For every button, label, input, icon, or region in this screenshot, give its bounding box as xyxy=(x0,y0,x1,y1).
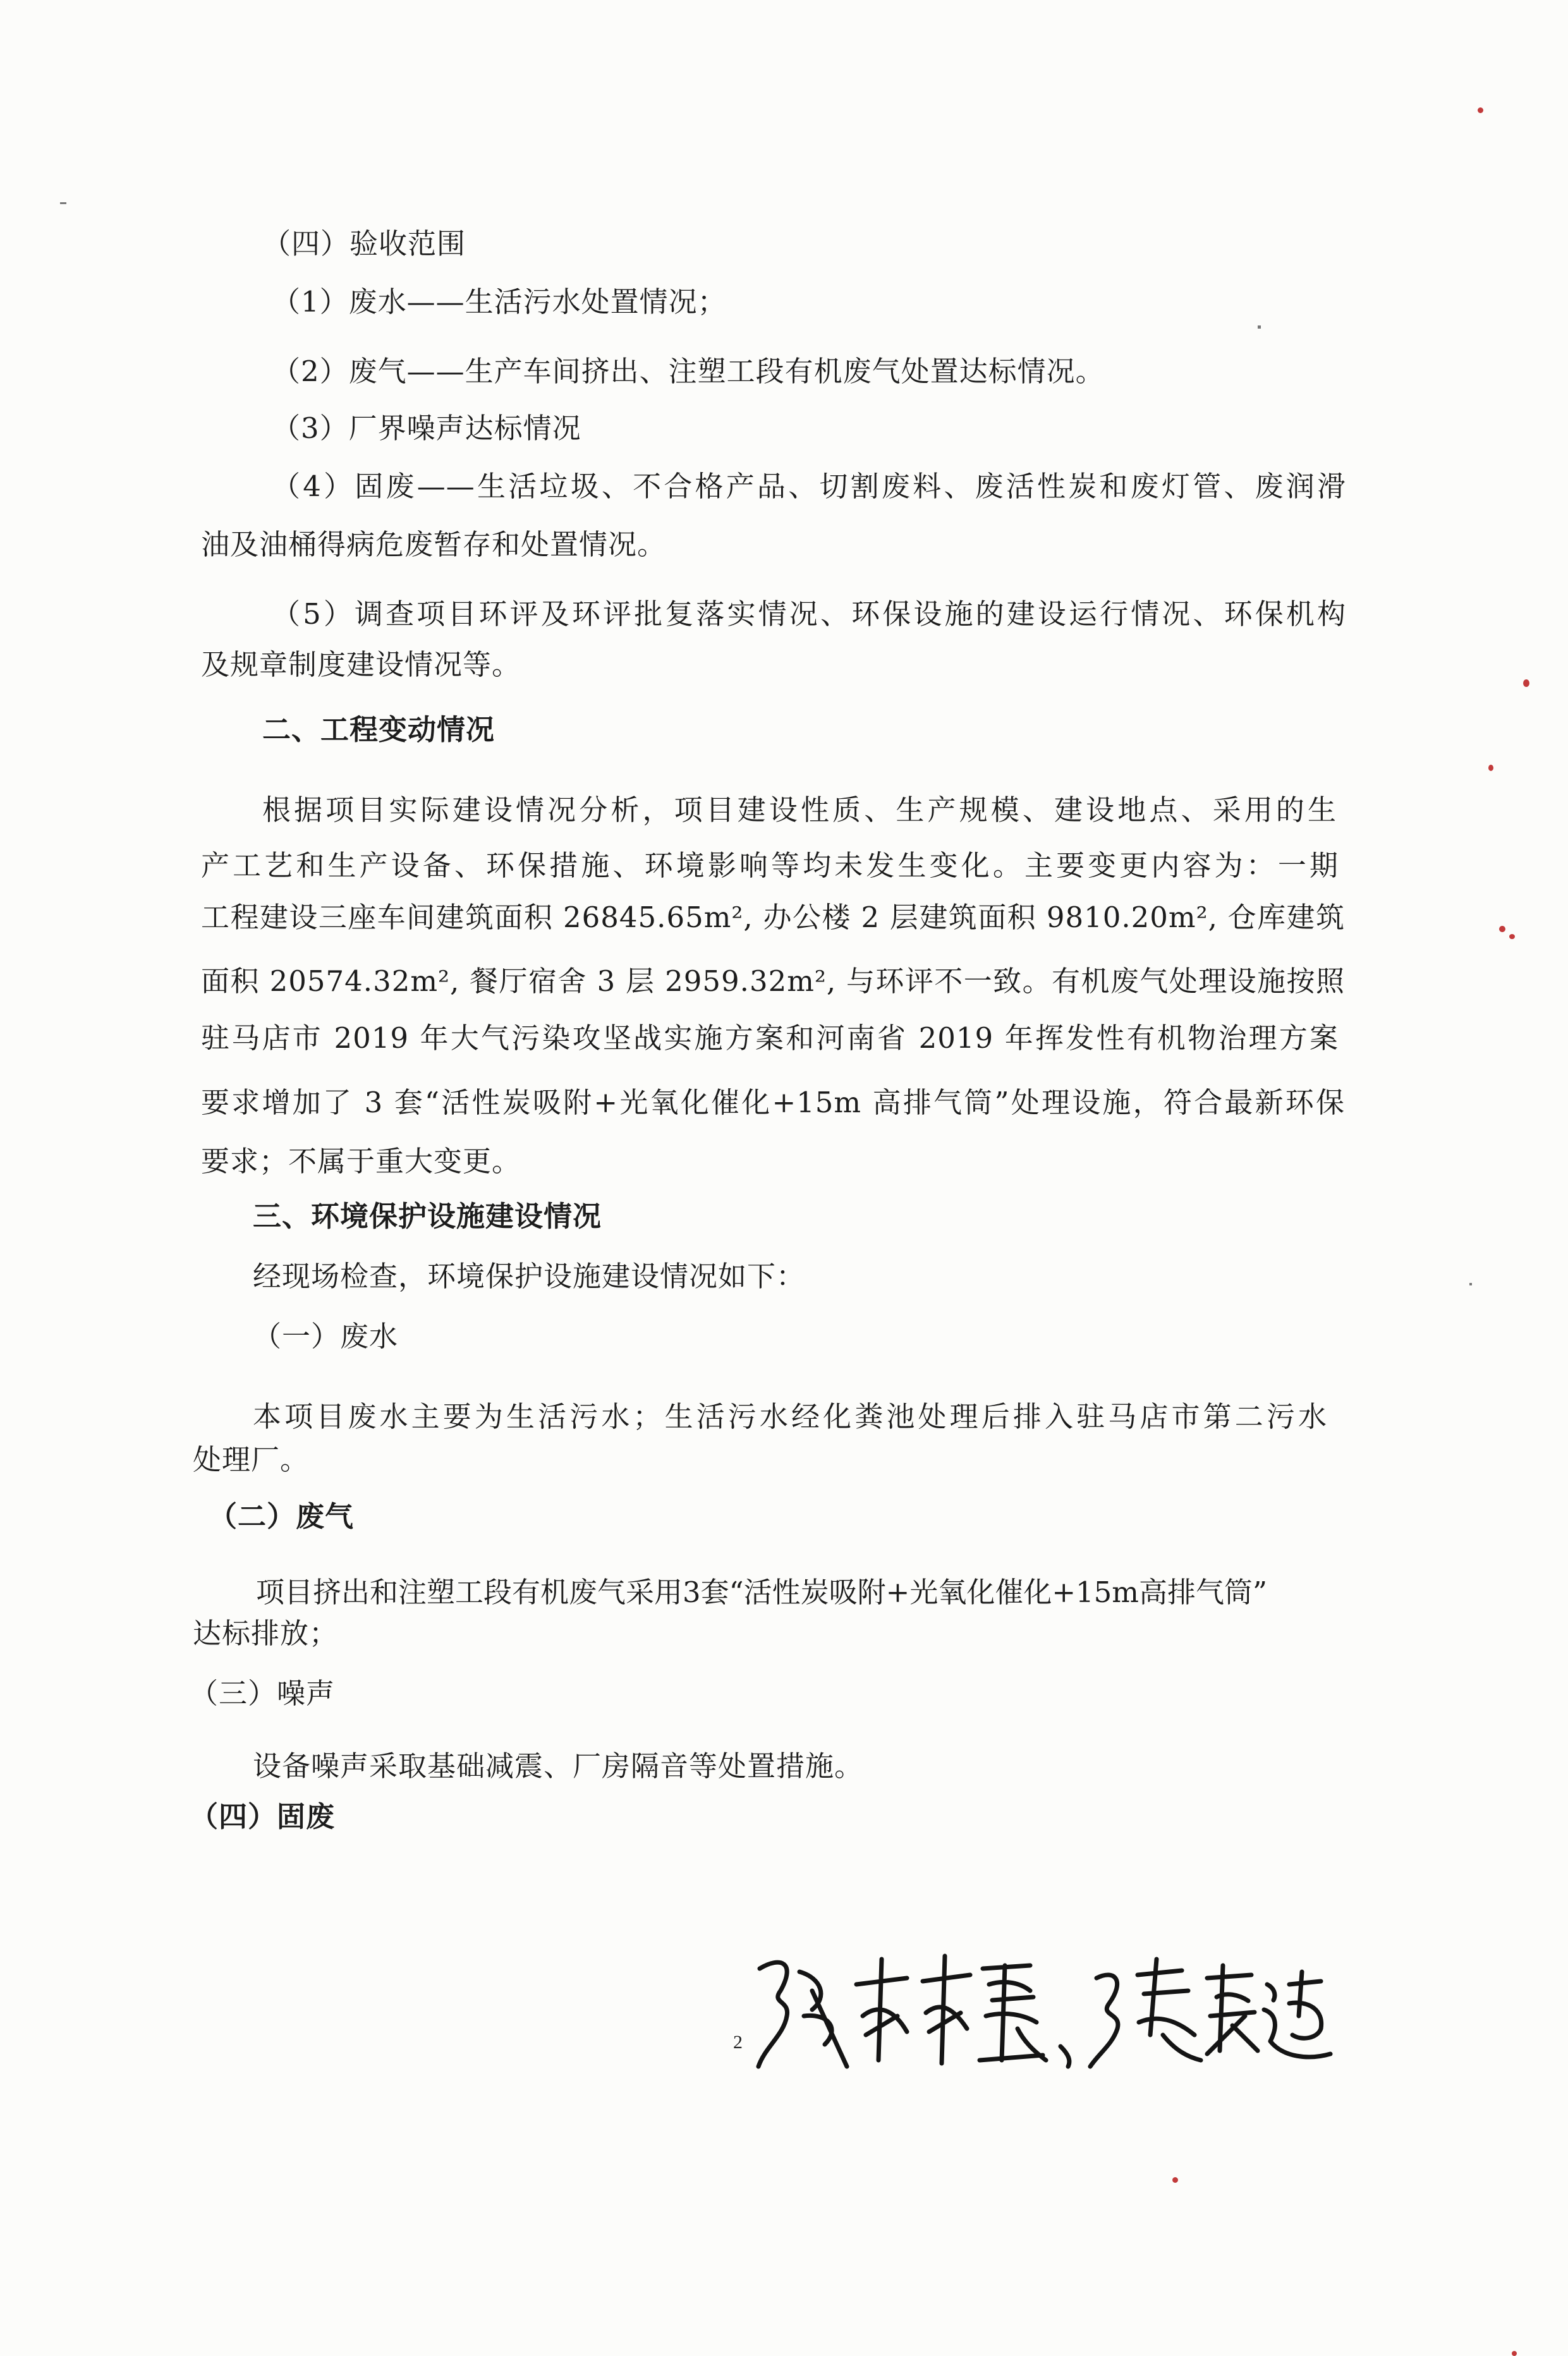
scope-item-3: （3）厂界噪声达标情况 xyxy=(272,411,581,445)
changes-para-line-6: 要求增加了 3 套“活性炭吸附+光氧化催化+15m 高排气筒”处理设施，符合最新环保 xyxy=(201,1086,1345,1119)
wastewater-para-line-1: 本项目废水主要为生活污水；生活污水经化粪池处理后排入驻马店市第二污水 xyxy=(253,1400,1327,1433)
changes-para-line-2: 产工艺和生产设备、环保措施、环境影响等均未发生变化。主要变更内容为：一期 xyxy=(201,849,1339,882)
red-stamp-speck xyxy=(1512,2351,1517,2356)
heading-environmental-facilities: 三、环境保护设施建设情况 xyxy=(253,1199,602,1233)
heading-wastewater: （一）废水 xyxy=(253,1320,399,1353)
red-stamp-speck xyxy=(1478,107,1483,113)
scan-dot xyxy=(60,202,66,204)
heading-acceptance-scope: （四）验收范围 xyxy=(262,227,466,260)
changes-para-line-4: 面积 20574.32m², 餐厅宿舍 3 层 2959.32m², 与环评不一致。有机废气处理设施按照 xyxy=(201,964,1345,998)
red-stamp-speck xyxy=(1509,934,1515,939)
red-stamp-speck xyxy=(1172,2177,1178,2183)
waste-gas-para-line-1: 项目挤出和注塑工段有机废气采用3套“活性炭吸附+光氧化催化+15m高排气筒” xyxy=(256,1576,1267,1609)
heading-solid-waste: （四）固废 xyxy=(190,1800,336,1833)
scope-item-5-line-1: （5）调查项目环评及环评批复落实情况、环保设施的建设运行情况、环保机构 xyxy=(272,597,1346,631)
scope-item-1: （1）废水——生活污水处置情况； xyxy=(272,285,727,319)
scan-dot xyxy=(1469,1283,1472,1285)
red-stamp-speck xyxy=(1523,679,1529,687)
scope-item-5-line-2: 及规章制度建设情况等。 xyxy=(201,648,521,681)
wastewater-para-line-2: 处理厂。 xyxy=(193,1443,310,1476)
scope-item-2: （2）废气——生产车间挤出、注塑工段有机废气处置达标情况。 xyxy=(272,355,1105,388)
heading-noise: （三）噪声 xyxy=(190,1677,336,1710)
red-stamp-speck xyxy=(1488,765,1493,771)
handwritten-signature xyxy=(752,1940,1346,2092)
waste-gas-para-line-2: 达标排放； xyxy=(193,1617,339,1650)
scope-item-4-line-2: 油及油桶得病危废暂存和处置情况。 xyxy=(201,528,667,561)
page-number: 2 xyxy=(733,2032,743,2053)
scan-dot xyxy=(1258,325,1261,329)
changes-para-line-5: 驻马店市 2019 年大气污染攻坚战实施方案和河南省 2019 年挥发性有机物治理方案 xyxy=(201,1021,1339,1055)
heading-waste-gas: （二）废气 xyxy=(209,1500,355,1533)
changes-para-line-1: 根据项目实际建设情况分析，项目建设性质、生产规模、建设地点、采用的生 xyxy=(262,793,1337,827)
changes-para-line-7: 要求；不属于重大变更。 xyxy=(201,1145,521,1178)
changes-para-line-3: 工程建设三座车间建筑面积 26845.65m², 办公楼 2 层建筑面积 9810.20m², 仓库建筑 xyxy=(201,901,1345,934)
heading-engineering-changes: 二、工程变动情况 xyxy=(262,713,495,746)
red-stamp-speck xyxy=(1499,926,1505,932)
facilities-intro: 经现场检查，环境保护设施建设情况如下： xyxy=(253,1260,806,1293)
noise-para: 设备噪声采取基础减震、厂房隔音等处置措施。 xyxy=(253,1749,864,1783)
scope-item-4-line-1: （4）固废——生活垃圾、不合格产品、切割废料、废活性炭和废灯管、废润滑 xyxy=(272,470,1346,503)
